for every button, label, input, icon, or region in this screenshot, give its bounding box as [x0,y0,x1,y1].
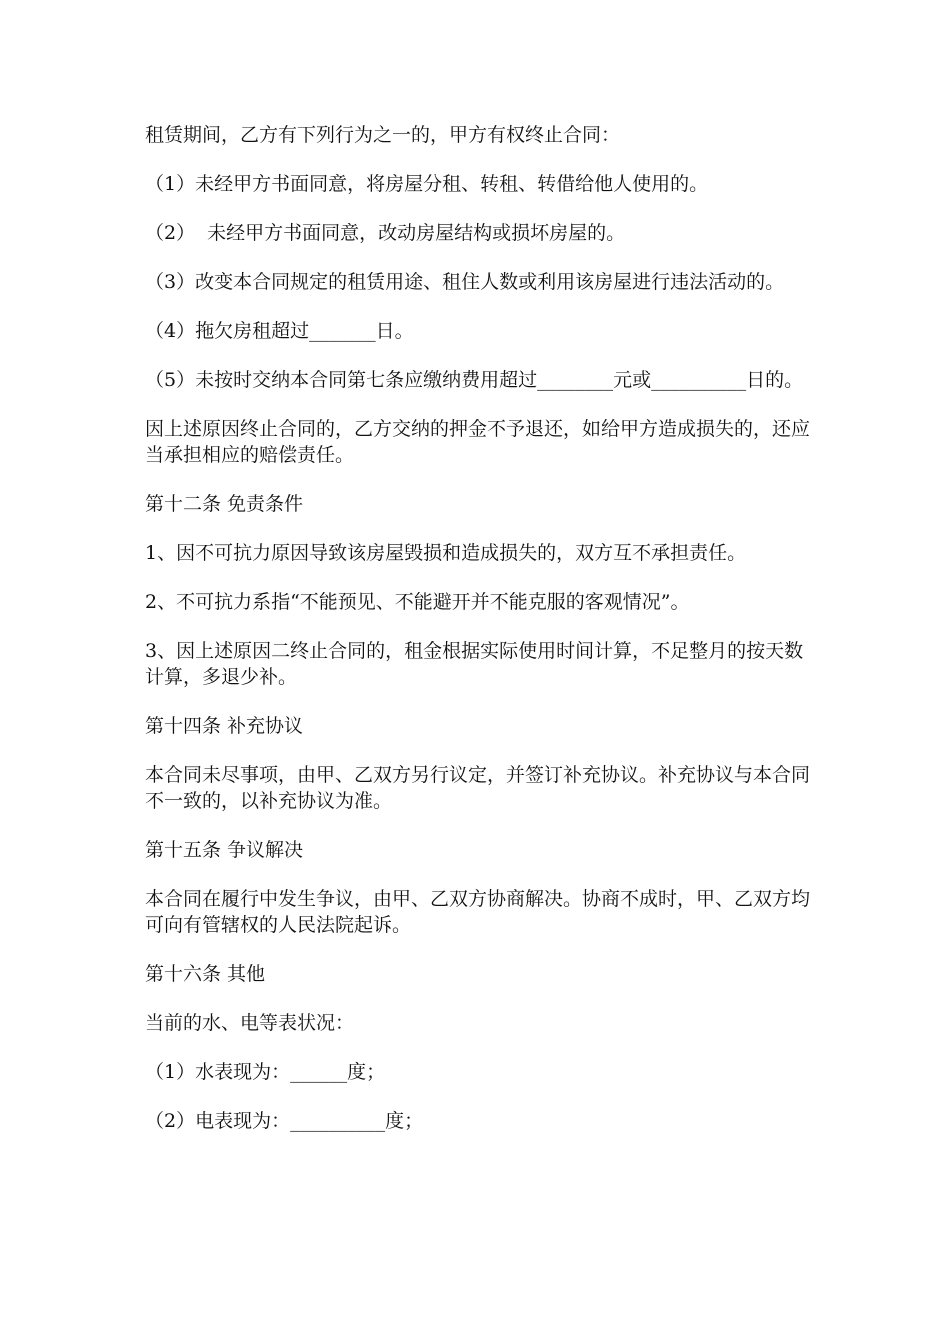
paragraph-water-meter: （1）水表现为：______度； [145,1061,386,1083]
paragraph-dispute: 本合同在履行中发生争议，由甲、乙双方协商解决。协商不成时，甲、乙双方均可向有管辖权的人民法院起诉。 [145,888,811,936]
paragraph-exemption-1: 1、因不可抗力原因导致该房屋毁损和造成损失的，双方互不承担责任。 [145,542,747,564]
paragraph-item-3: （3）改变本合同规定的租赁用途、租住人数或利用该房屋进行违法活动的。 [145,271,785,293]
paragraph-deposit-clause: 因上述原因终止合同的，乙方交纳的押金不予退还，如给甲方造成损失的，还应当承担相应的赔偿责任。 [145,418,811,466]
document-body [145,122,810,1157]
section-heading-14: 第十四条 补充协议 [145,715,304,737]
paragraph-item-2: （2） 未经甲方书面同意，改动房屋结构或损坏房屋的。 [145,222,626,244]
paragraph-item-1: （1）未经甲方书面同意，将房屋分租、转租、转借给他人使用的。 [145,173,709,195]
section-heading-15: 第十五条 争议解决 [145,839,304,861]
paragraph-termination-intro: 租赁期间，乙方有下列行为之一的，甲方有权终止合同： [145,124,621,146]
paragraph-exemption-2: 2、不可抗力系指“不能预见、不能避开并不能克服的客观情况”。 [145,591,690,613]
paragraph-item-5: （5）未按时交纳本合同第七条应缴纳费用超过________元或__________日的。 [145,369,804,391]
paragraph-supplementary: 本合同未尽事项，由甲、乙双方另行议定，并签订补充协议。补充协议与本合同不一致的，以补充协议为准。 [145,764,811,812]
section-heading-12: 第十二条 免责条件 [145,493,304,515]
paragraph-electric-meter: （2）电表现为：__________度； [145,1110,424,1132]
paragraph-meter-intro: 当前的水、电等表状况： [145,1012,355,1034]
paragraph-item-4: （4）拖欠房租超过_______日。 [145,320,414,342]
paragraph-exemption-3: 3、因上述原因二终止合同的，租金根据实际使用时间计算，不足整月的按天数计算，多退少补。 [145,640,804,688]
section-heading-16: 第十六条 其他 [145,963,266,985]
